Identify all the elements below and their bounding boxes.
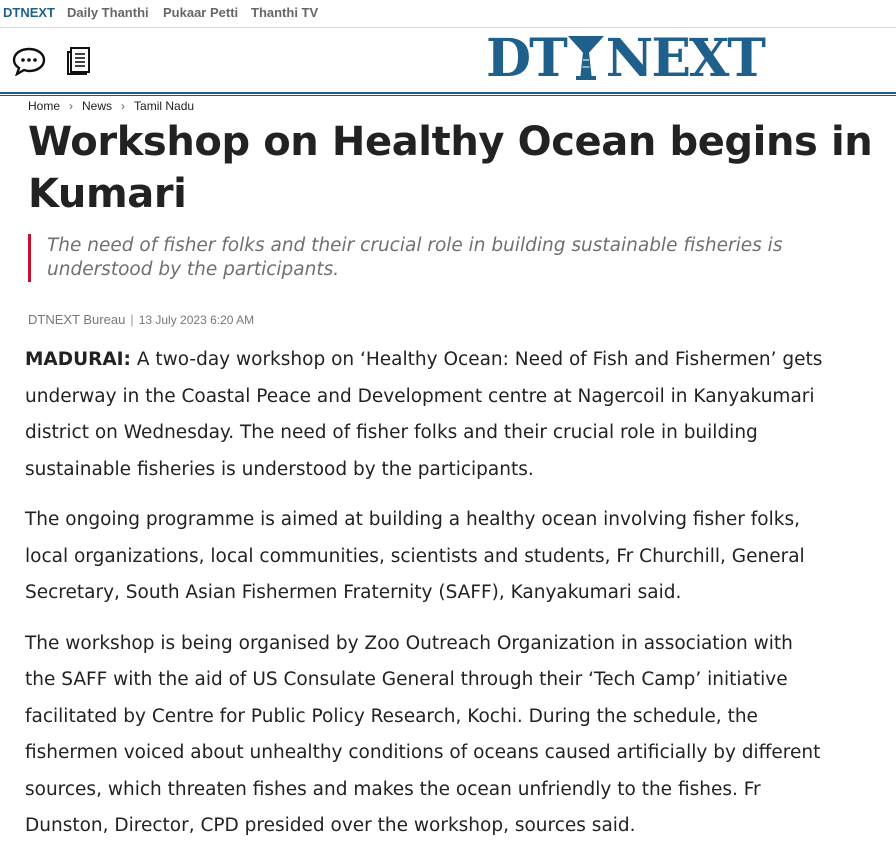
lighthouse-icon bbox=[566, 34, 606, 82]
top-network-nav bbox=[0, 0, 896, 28]
logo-text-dt: DT bbox=[486, 28, 566, 89]
author-name[interactable]: DTNEXT Bureau bbox=[28, 312, 126, 327]
article-paragraph bbox=[25, 342, 825, 488]
publish-date: 13 July 2023 6:20 AM bbox=[138, 313, 255, 327]
article-paragraph: The workshop is being organised by Zoo Outreach Organization in association with the SAFF with the aid of US Consulate General through their ‘Tech Camp’ initiative facilitated by Centre for Public Policy Research, Kochi. During the schedule, the fishermen voiced about unhealthy conditions of oceans caused artificially by different sources, which threaten fishes and makes the ocean unfriendly to the fishes. Fr Dunston, Director, CPD presided over the workshop, sources said. bbox=[25, 632, 821, 836]
nav-link-dtnext[interactable]: DTNEXT bbox=[3, 5, 55, 20]
chevron-right-icon: › bbox=[121, 99, 126, 113]
article-title: Workshop on Healthy Ocean begins in Kumari bbox=[28, 119, 873, 217]
breadcrumb bbox=[28, 99, 194, 113]
header-divider bbox=[0, 92, 896, 94]
paragraph-text: A two-day workshop on ‘Healthy Ocean: Need of Fish and Fishermen’ gets underway in the Coastal Peace and Development centre at Nagercoil in Kanyakumari district on Wednesday. The need of fisher folks and their crucial role in building sustainable fisheries is understood by the participants. bbox=[25, 349, 823, 480]
breadcrumb-news[interactable]: News bbox=[82, 99, 113, 113]
header-divider-thin bbox=[0, 95, 896, 96]
breadcrumb-home[interactable]: Home bbox=[28, 99, 61, 113]
article-body bbox=[25, 342, 825, 859]
site-logo[interactable] bbox=[486, 28, 765, 89]
article-summary: The need of fisher folks and their crucial role in building sustainable fisheries is understood by the participants. bbox=[28, 234, 837, 282]
nav-link-daily-thanthi[interactable]: Daily Thanthi bbox=[67, 5, 149, 20]
logo-text-next: NEXT bbox=[605, 28, 765, 89]
chat-bubble-icon[interactable] bbox=[12, 46, 46, 80]
article-byline bbox=[28, 312, 254, 327]
newspaper-icon[interactable] bbox=[66, 46, 92, 80]
chevron-right-icon: › bbox=[69, 99, 74, 113]
nav-link-thanthi-tv[interactable]: Thanthi TV bbox=[251, 5, 319, 20]
breadcrumb-tamil-nadu[interactable]: Tamil Nadu bbox=[134, 99, 195, 113]
nav-link-pukaar-petti[interactable]: Pukaar Petti bbox=[163, 5, 239, 20]
dateline: MADURAI: bbox=[25, 349, 131, 370]
article-paragraph: The ongoing programme is aimed at building a healthy ocean involving fisher folks, local organizations, local communities, scientists and students, Fr Churchill, General Secretary, South Asian Fishermen Fraternity (SAFF), Kanyakumari said. bbox=[25, 509, 805, 603]
site-header bbox=[0, 28, 896, 92]
byline-separator: | bbox=[130, 312, 134, 327]
